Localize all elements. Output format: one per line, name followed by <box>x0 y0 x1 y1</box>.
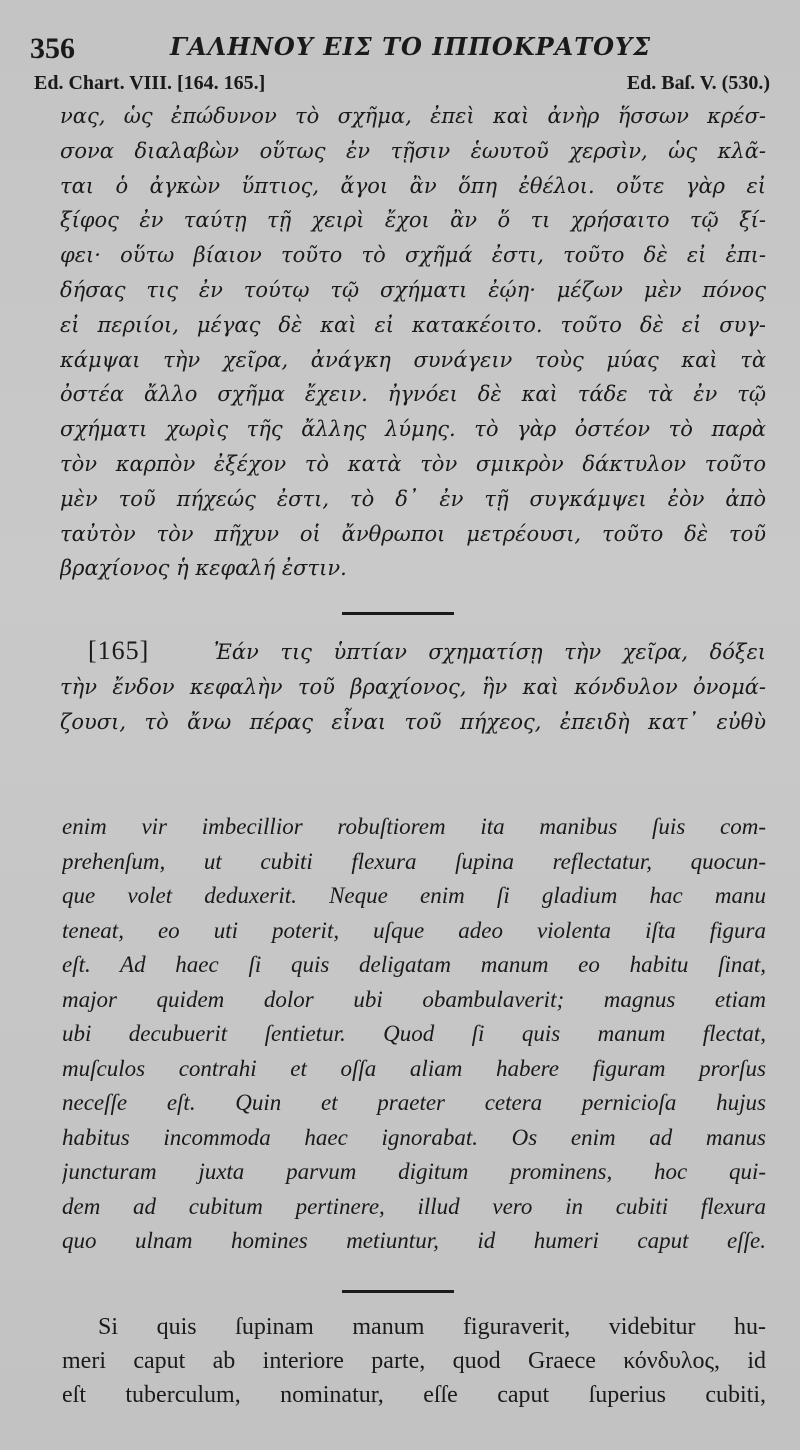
text-line: τὴν ἔνδον κεφαλὴν τοῦ βραχίονος, ἣν καὶ κόνδυλον ὀνομά- <box>60 674 766 699</box>
page-number: 356 <box>30 32 75 65</box>
text-line: βραχίονος ἡ κεφαλή ἐστιν. <box>60 556 347 581</box>
text-line: que volet deduxerit. Neque enim ſi gladium hac manu <box>62 883 766 908</box>
text-line: neceſſe eſt. Quin et praeter cetera pernicioſa hujus <box>62 1090 766 1115</box>
text-line: σονα διαλαβὼν οὕτως ἐν τῇσιν ἑωυτοῦ χερσὶν, ὡς κλᾶ- <box>60 138 766 163</box>
text-line: ζουσι, τὸ ἄνω πέρας εἶναι τοῦ πήχεος, ἐπειδὴ κατ᾽ εὐθὺ <box>60 709 766 734</box>
text-line-with-section <box>60 634 766 670</box>
text-line: eſt. Ad haec ſi quis deligatam manum eo habitu ſinat, <box>62 952 766 977</box>
text-line: ὀστέα ἄλλο σχῆμα ἔχειν. ἠγνόει δὲ καὶ τάδε τὰ ἐν τῷ <box>60 382 766 407</box>
text-line: Ἐάν τις ὑπτίαν σχηματίσῃ τὴν χεῖρα, δόξει <box>213 640 766 664</box>
running-title: ΓΑΛΗΝΟΥ ΕΙΣ ΤΟ ΙΠΠΟΚΡΑΤΟΥΣ <box>170 32 652 61</box>
text-line: ταὐτὸν τὸν πῆχυν οἱ ἄνθρωποι μετρέουσι, τοῦτο δὲ τοῦ <box>60 521 766 546</box>
text-line: dem ad cubitum pertinere, illud vero in cubiti flexura <box>62 1193 766 1219</box>
text-line: ξίφος ἐν ταύτῃ τῇ χειρὶ ἔχοι ἂν ὅ τι χρήσαιτο τῷ ξί- <box>60 208 766 233</box>
text-line: eſt tuberculum, nominatur, eſſe caput ſuperius cubiti, <box>62 1382 766 1408</box>
text-line: ubi decubuerit ſentietur. Quod ſi quis manum flectat, <box>62 1021 766 1046</box>
text-line: φει· οὕτω βίαιον τοῦτο τὸ σχῆμά ἐστι, τοῦτο δὲ εἰ ἐπι- <box>60 243 766 268</box>
text-line: Si quis ſupinam manum figuraverit, videbitur hu- <box>98 1314 766 1340</box>
edition-references <box>34 72 770 100</box>
text-line: νας, ὡς ἐπώδυνον τὸ σχῆμα, ἐπεὶ καὶ ἀνὴρ ἥσσων κρέσ- <box>60 104 766 128</box>
latin-commentary-block <box>62 1310 766 1412</box>
section-divider <box>342 612 454 615</box>
latin-translation-block <box>62 810 766 1259</box>
section-divider <box>342 1290 454 1293</box>
text-line: εἰ περιίοι, μέγας δὲ καὶ εἰ κατακέοιτο. τοῦτο δὲ εἰ συγ- <box>60 312 766 337</box>
text-line: habitus incommoda haec ignorabat. Os enim ad manus <box>62 1124 766 1150</box>
text-line: meri caput ab interiore parte, quod Graece κόνδυλος, id <box>62 1348 766 1374</box>
greek-text-block-1 <box>60 99 766 586</box>
text-line: quo ulnam homines metiuntur, id humeri caput eſſe. <box>62 1228 766 1253</box>
page-header <box>30 26 770 76</box>
text-line: teneat, eo uti poterit, uſque adeo violenta iſta figura <box>62 917 766 943</box>
text-line: τὸν καρπὸν ἐξέχον τὸ κατὰ τὸν σμικρὸν δάκτυλον τοῦτο <box>60 451 766 476</box>
text-line: enim vir imbecillior robuſtiorem ita manibus ſuis com- <box>62 814 766 839</box>
edition-chart-ref: Ed. Chart. VIII. [164. 165.] <box>34 72 266 94</box>
text-line: prehenſum, ut cubiti flexura ſupina reflectatur, quocun- <box>62 848 766 874</box>
text-line: κάμψαι τὴν χεῖρα, ἀνάγκη συνάγειν τοὺς μύας καὶ τὰ <box>60 347 766 372</box>
text-line: σχήματι χωρὶς τῆς ἄλλης λύμης. τὸ γὰρ ὀστέον τὸ παρὰ <box>60 417 766 442</box>
text-line: major quidem dolor ubi obambulaverit; magnus etiam <box>62 986 766 1012</box>
text-line: ται ὁ ἀγκὼν ὕπτιος, ἄγοι ἂν ὅπη ἐθέλοι. οὔτε γὰρ εἰ <box>60 173 766 198</box>
text-line: juncturam juxta parvum digitum prominens, hoc qui- <box>62 1159 766 1184</box>
greek-text-block-2 <box>60 634 766 739</box>
text-line: δήσας τις ἐν τούτῳ τῷ σχήματι ἐῴη· μέζων μὲν πόνος <box>60 277 766 302</box>
section-number: [165] <box>88 636 150 665</box>
text-line: μὲν τοῦ πήχεώς ἐστι, τὸ δ᾽ ἐν τῇ συγκάμψει ἐὸν ἀπὸ <box>60 486 766 511</box>
edition-basel-ref: Ed. Baſ. V. (530.) <box>626 72 770 94</box>
text-line: muſculos contrahi et oſſa aliam habere figuram prorſus <box>62 1055 766 1081</box>
